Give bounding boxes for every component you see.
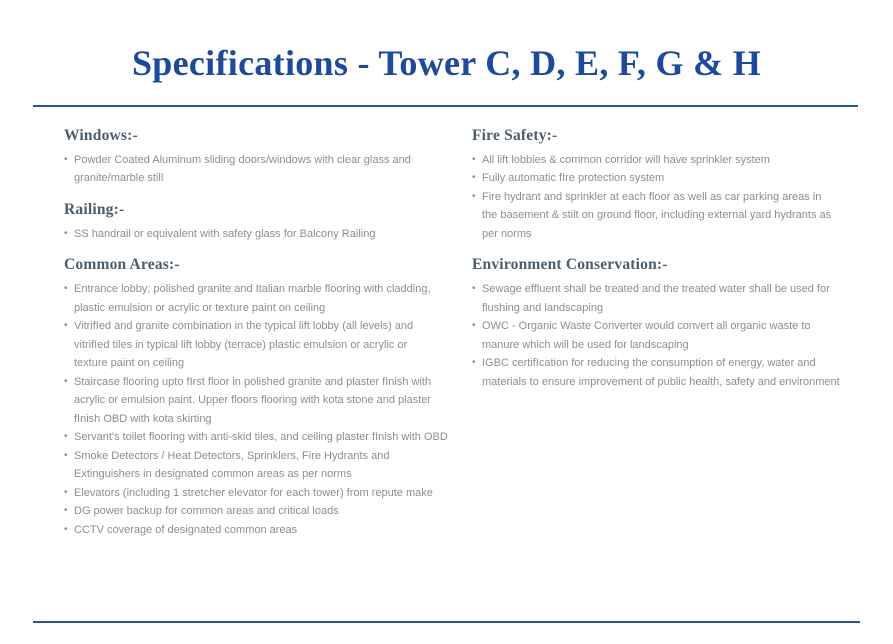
bullet-text (74, 151, 440, 188)
bullet-item (472, 169, 872, 188)
bullet-text-line: plastic emulsion or acrylic or texture paint on ceiling (74, 301, 326, 314)
bullet-icon: • (64, 449, 68, 461)
bullet-icon: • (64, 283, 68, 295)
bullet-text-line: Powder Coated Aluminum sliding doors/windows with clear glass and (74, 153, 411, 166)
section (64, 127, 440, 188)
bullet-text-line: fInish OBD with kota skirting (74, 412, 212, 425)
left-column (64, 126, 448, 540)
section-heading: Railing:- (64, 200, 125, 218)
bullet-text (482, 317, 872, 354)
bullet-text-line: DG power backup for common areas and critical loads (74, 505, 339, 518)
bullet-text (74, 225, 440, 244)
bullet-list (472, 151, 872, 244)
bottom-divider-line (33, 621, 860, 623)
bullet-text-line: flushing and landscaping (482, 301, 604, 314)
bullet-text-line: OWC - Organic Waste Converter would convert all organic waste to (482, 320, 811, 333)
bullet-list (64, 151, 440, 188)
bullet-icon: • (64, 153, 68, 165)
bullet-icon: • (472, 320, 476, 332)
bullet-text (482, 188, 872, 244)
bullet-text-line: acrylic or emulsion paint. Upper floors flooring with kota stone and plaster (74, 394, 432, 407)
bullet-icon: • (472, 283, 476, 295)
bullet-text-line: Servant's toilet flooring with anti-skid tiles, and ceiling plaster fInish with OBD (74, 431, 448, 444)
section (64, 201, 440, 244)
page-title: Specifications - Tower C, D, E, F, G & H (131, 43, 762, 83)
bullet-text-line: texture paint on ceiling (74, 357, 185, 370)
bullet-text (74, 447, 440, 484)
bullet-item (472, 317, 872, 354)
bullet-text-line: VitrifIed and granite combination in the typical lift lobby (all levels) and (74, 320, 414, 333)
bullet-text (74, 317, 440, 373)
bullet-text-line: Entrance lobby; polished granite and Italian marble flooring with cladding, (74, 283, 431, 296)
bullet-item (472, 354, 872, 391)
bullet-text-line: per norms (482, 227, 532, 240)
section (64, 256, 448, 539)
bullet-text (74, 280, 440, 317)
bullet-item (64, 521, 440, 540)
section (472, 256, 872, 391)
bullet-list (472, 280, 872, 391)
bullet-item (64, 428, 448, 447)
bullet-item (472, 280, 872, 317)
bullet-text (482, 151, 872, 170)
bullet-text-line: the basement & stilt on ground floor, including external yard hydrants as (482, 209, 832, 222)
bullet-text (482, 280, 872, 317)
bullet-list (64, 225, 440, 244)
top-divider-line (33, 105, 858, 107)
bullet-icon: • (472, 172, 476, 184)
bullet-text-line: materials to ensure improvement of public health, safety and environment (482, 375, 840, 388)
bullet-text-line: manure which will be used for landscaping (482, 338, 689, 351)
bullet-text-line: Fully automatic fIre protection system (482, 172, 665, 185)
bullet-item (64, 317, 440, 373)
bullet-item (64, 447, 440, 484)
bullet-text (74, 373, 440, 429)
bullet-text-line: Smoke Detectors / Heat Detectors, Sprinklers, Fire Hydrants and (74, 449, 390, 462)
section-heading: Windows:- (64, 126, 138, 144)
bullet-icon: • (472, 357, 476, 369)
bullet-item (64, 373, 440, 429)
bullet-icon: • (64, 523, 68, 535)
bullet-item (64, 225, 440, 244)
bullet-text-line: Sewage effluent shall be treated and the treated water shall be used for (482, 283, 830, 296)
bullet-item (64, 484, 440, 503)
bullet-text (74, 521, 440, 540)
bullet-icon: • (64, 320, 68, 332)
bullet-text-line: IGBC certifIcation for reducing the consumption of energy, water and (482, 357, 816, 370)
bullet-item (64, 280, 440, 317)
bullet-text (74, 502, 440, 521)
right-column (472, 127, 872, 540)
specifications-page (0, 44, 893, 539)
bullet-text-line: Staircase flooring upto fIrst floor in polished granite and plaster fInish with (74, 375, 432, 388)
section-heading: Fire Safety:- (472, 126, 558, 144)
section (472, 127, 872, 244)
bullet-text-line: All lift lobbies & common corridor will have sprinkler system (482, 153, 770, 166)
section-heading: Environment Conservation:- (472, 256, 668, 274)
bullet-text-line: vitrifIed tiles in typical lift lobby (terrace) plastic emulsion or acrylic or (74, 338, 408, 351)
bullet-icon: • (64, 505, 68, 517)
bullet-icon: • (472, 190, 476, 202)
bullet-icon: • (64, 486, 68, 498)
bullet-text (482, 169, 872, 188)
bullet-icon: • (472, 153, 476, 165)
bullet-item (472, 188, 872, 244)
bullet-icon: • (64, 375, 68, 387)
bullet-text-line: Extinguishers in designated common areas as per norms (74, 468, 352, 481)
bullet-item (472, 151, 872, 170)
bullet-item (64, 502, 440, 521)
bullet-icon: • (64, 227, 68, 239)
bullet-item (64, 151, 440, 188)
section-heading: Common Areas:- (64, 256, 180, 274)
bullet-text (74, 484, 440, 503)
content-columns (64, 127, 893, 540)
bullet-icon: • (64, 431, 68, 443)
bullet-text-line: granite/marble still (74, 172, 164, 185)
bullet-text (482, 354, 872, 391)
bullet-text-line: Elevators (including 1 stretcher elevator for each tower) from repute make (74, 486, 433, 499)
bullet-text (74, 428, 448, 447)
bullet-text-line: SS handrail or equivalent with safety glass for Balcony Railing (74, 227, 376, 240)
bullet-text-line: CCTV coverage of designated common areas (74, 523, 298, 536)
bullet-list (64, 280, 448, 539)
bullet-text-line: Fire hydrant and sprinkler at each floor as well as car parking areas in (482, 190, 822, 203)
